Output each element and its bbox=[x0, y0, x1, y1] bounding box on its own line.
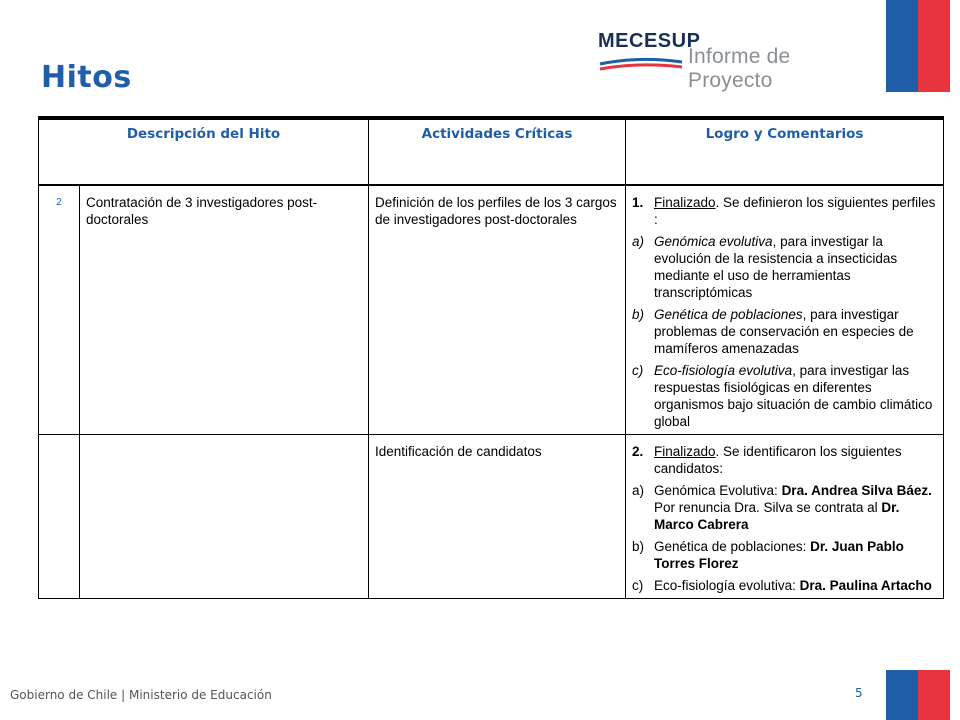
chile-flag-top-decoration bbox=[886, 0, 950, 92]
achievement-cell bbox=[626, 435, 944, 599]
profile-description: , para investigar las respuestas fisiológicas en diferentes organismos bajo situación de cambio climático global bbox=[654, 363, 933, 429]
list-item-letter: c) bbox=[632, 363, 644, 378]
list-item bbox=[632, 362, 937, 430]
hito-description: Contratación de 3 investigadores post-doctorales bbox=[80, 185, 369, 435]
footer-organization: Gobierno de Chile | Ministerio de Educación bbox=[10, 688, 272, 702]
profile-name: Genómica evolutiva bbox=[654, 234, 773, 249]
page-number: 5 bbox=[855, 686, 863, 700]
table-row bbox=[39, 185, 944, 435]
chile-flag-bottom-decoration bbox=[886, 670, 950, 720]
critical-activity: Identificación de candidatos bbox=[369, 435, 626, 599]
achievement-item bbox=[632, 194, 937, 228]
table-row bbox=[39, 435, 944, 599]
achievement-cell bbox=[626, 185, 944, 435]
mecesup-logo bbox=[598, 26, 860, 92]
candidate-name: Dra. Paulina Artacho bbox=[799, 578, 932, 593]
status-label: Finalizado bbox=[654, 444, 716, 459]
logo-swoosh-icon bbox=[598, 52, 684, 72]
achievement-number: 1. bbox=[632, 195, 644, 210]
hito-description bbox=[80, 435, 369, 599]
list-item bbox=[632, 577, 937, 594]
candidate-name: Dr. Juan Pablo Torres Florez bbox=[654, 539, 904, 571]
achievement-text: . Se identificaron los siguientes candidatos: bbox=[654, 444, 902, 476]
profile-description: , para investigar la evolución de la resistencia a insecticidas mediante el uso de herramientas transcriptómicas bbox=[654, 234, 898, 300]
status-label: Finalizado bbox=[654, 195, 716, 210]
candidate-area: Genómica Evolutiva: bbox=[654, 483, 782, 498]
list-item bbox=[632, 482, 937, 533]
profile-name: Eco-fisiología evolutiva bbox=[654, 363, 793, 378]
candidate-name: Dr. Marco Cabrera bbox=[654, 500, 900, 532]
table-header-row bbox=[39, 118, 944, 185]
column-header-logro: Logro y Comentarios bbox=[626, 118, 944, 185]
list-item bbox=[632, 538, 937, 572]
list-item-letter: b) bbox=[632, 539, 645, 554]
hitos-table bbox=[38, 116, 944, 599]
candidate-note: Por renuncia Dra. Silva se contrata al bbox=[654, 500, 882, 515]
column-header-actividades: Actividades Críticas bbox=[369, 118, 626, 185]
logo-brand-text: MECESUP bbox=[598, 30, 701, 52]
list-item bbox=[632, 233, 937, 301]
logo-subtitle-text: Informe de Proyecto bbox=[688, 45, 791, 92]
hito-number bbox=[39, 435, 80, 599]
candidate-area: Genética de poblaciones: bbox=[654, 539, 811, 554]
hito-number: 2 bbox=[39, 185, 80, 435]
list-item-letter: b) bbox=[632, 307, 645, 322]
column-header-descripcion: Descripción del Hito bbox=[39, 118, 369, 185]
critical-activity: Definición de los perfiles de los 3 cargos de investigadores post-doctorales bbox=[369, 185, 626, 435]
achievement-number: 2. bbox=[632, 444, 644, 459]
list-item-letter: a) bbox=[632, 483, 645, 498]
achievement-item bbox=[632, 443, 937, 477]
achievement-text: . Se definieron los siguientes perfiles : bbox=[654, 195, 936, 227]
candidate-area: Eco-fisiología evolutiva: bbox=[654, 578, 800, 593]
list-item-letter: a) bbox=[632, 234, 645, 249]
list-item bbox=[632, 306, 937, 357]
candidate-name: Dra. Andrea Silva Báez. bbox=[781, 483, 932, 498]
list-item-letter: c) bbox=[632, 578, 644, 593]
profile-name: Genética de poblaciones bbox=[654, 307, 803, 322]
profile-description: , para investigar problemas de conservación en especies de mamíferos amenazadas bbox=[654, 307, 914, 356]
page-title: Hitos bbox=[41, 60, 132, 95]
